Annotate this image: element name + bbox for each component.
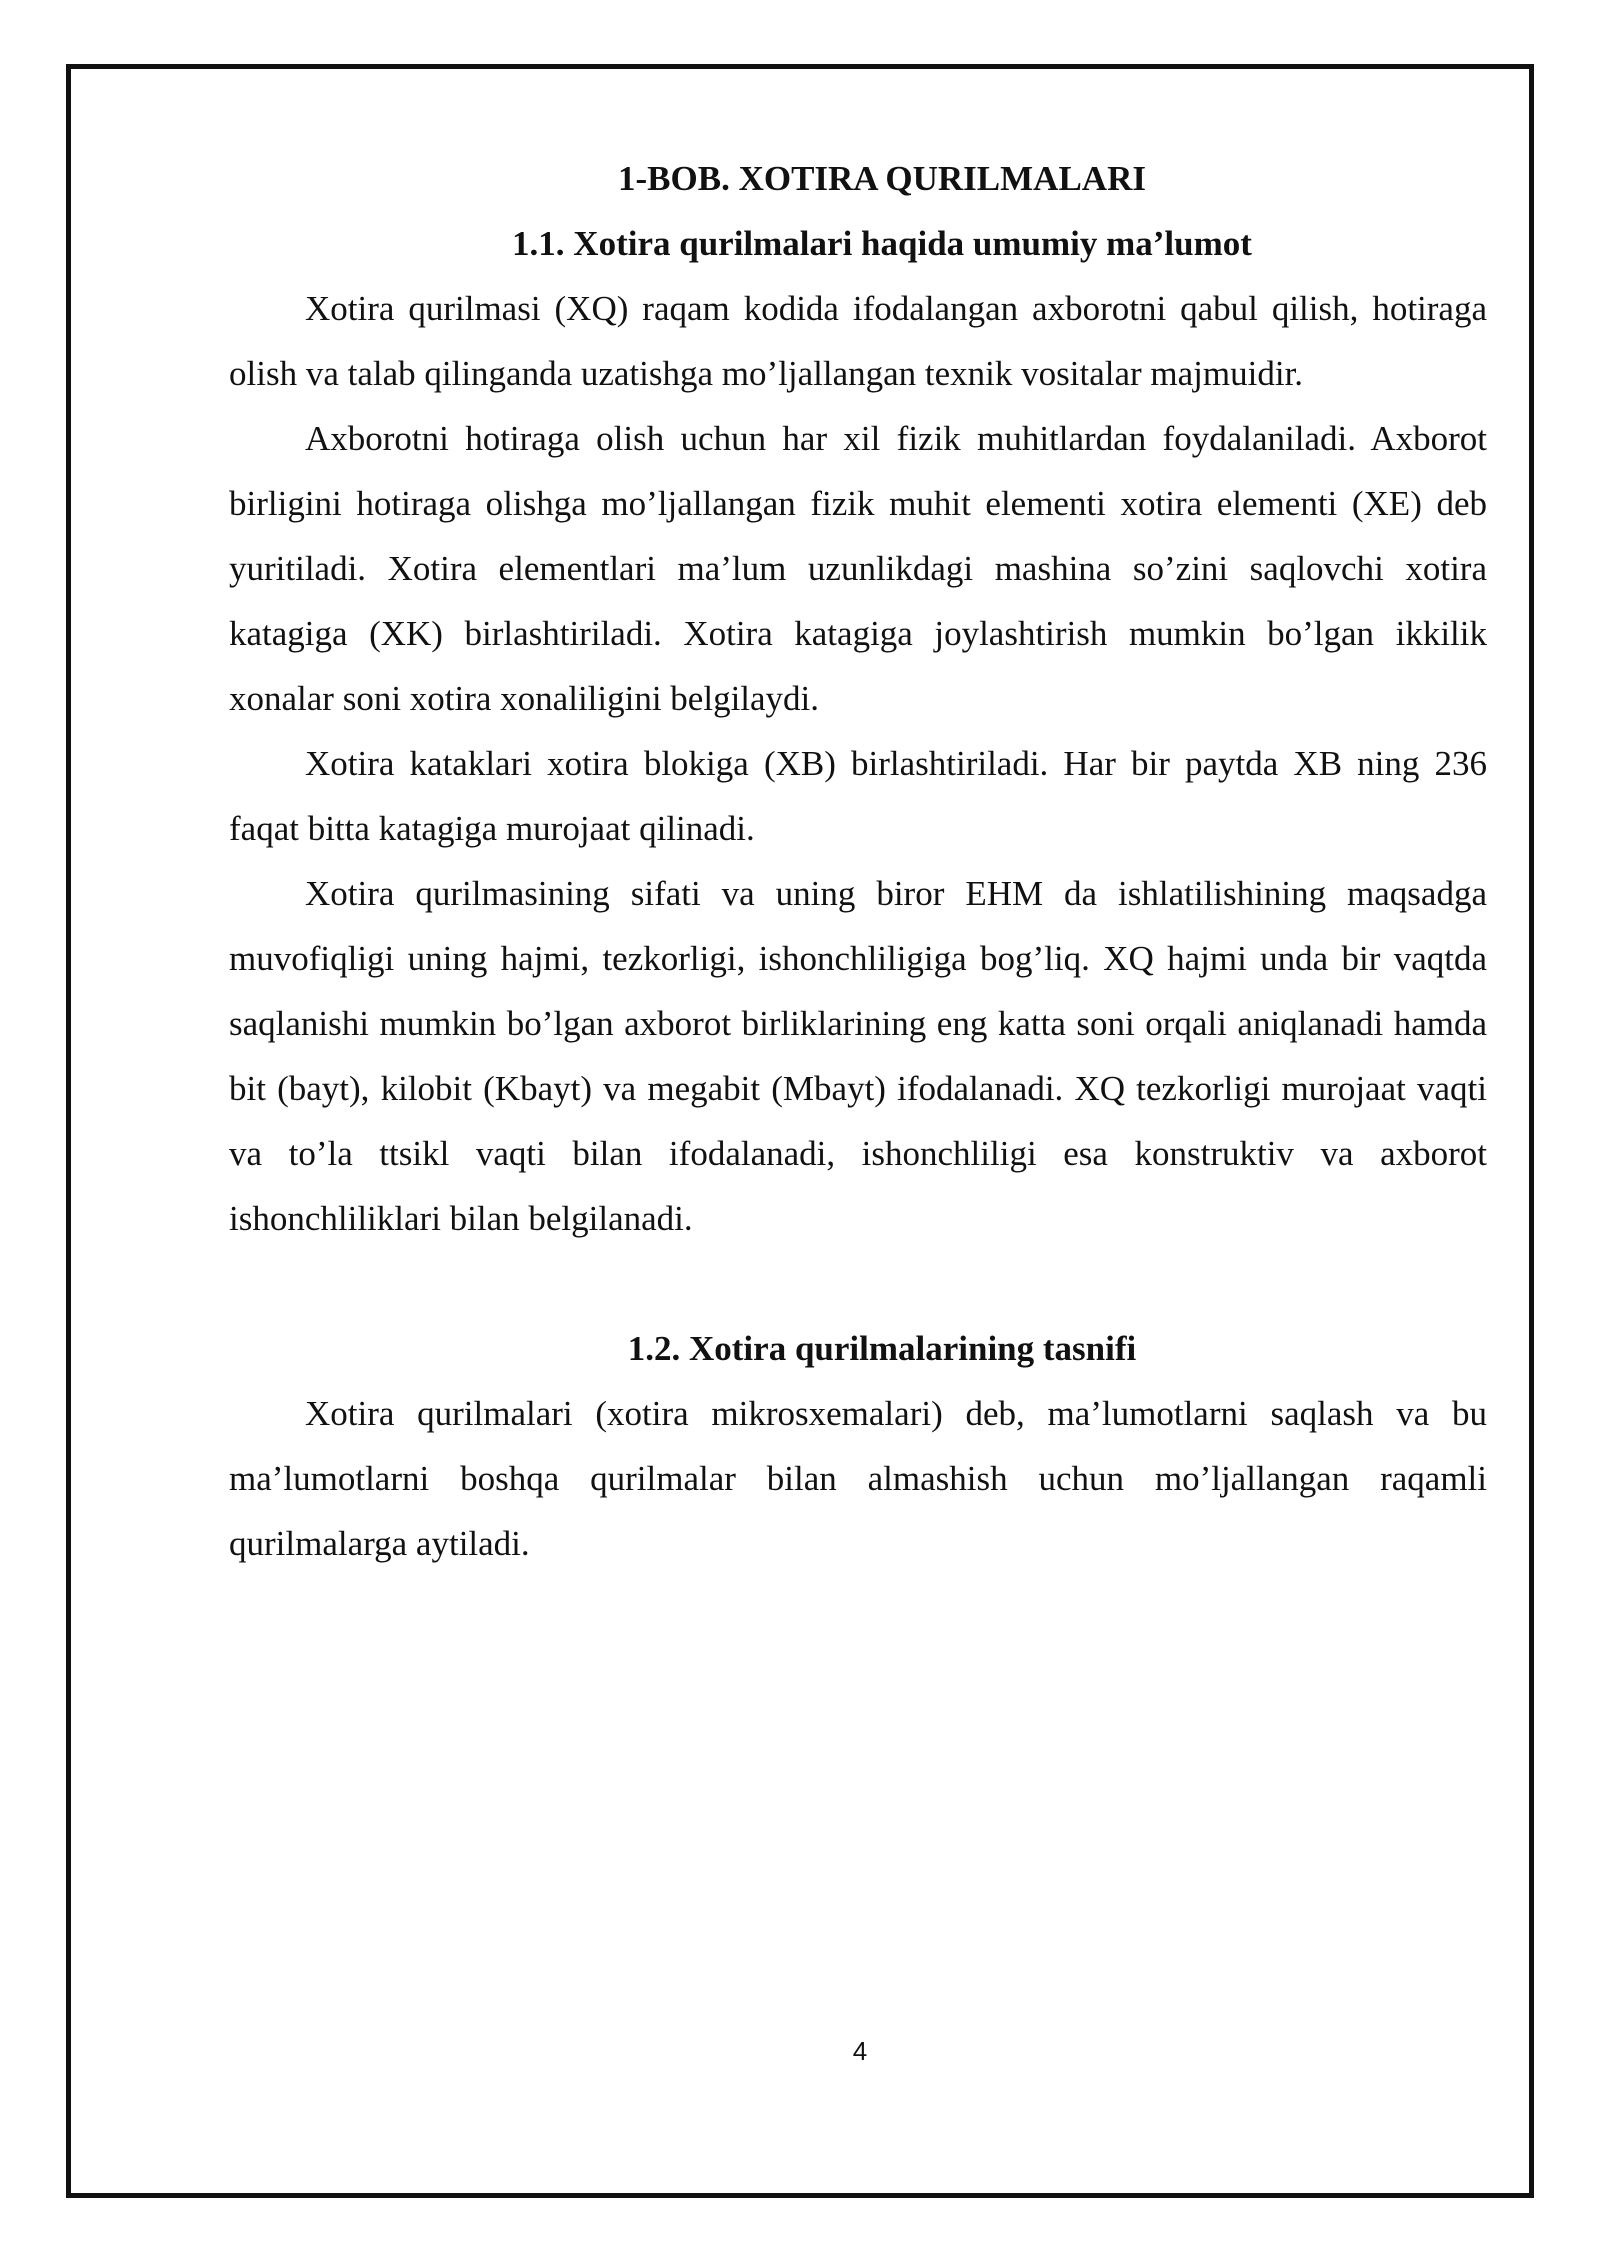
paragraph: Xotira kataklari xotira blokiga (XB) birlashtiriladi. Har bir paytda XB ning 236 faqat bitta katagiga murojaat qilinadi. bbox=[229, 744, 1487, 848]
chapter-title: 1-BOB. XOTIRA QURILMALARI bbox=[618, 159, 1146, 198]
paragraph: Xotira qurilmasi (XQ) raqam kodida ifodalangan axborotni qabul qilish, hotiraga olish va talab qilinganda uzatishga mo’ljallangan texnik vositalar majmuidir. bbox=[229, 289, 1487, 393]
paragraph: Axborotni hotiraga olish uchun har xil fizik muhitlardan foydalaniladi. Axborot birligini hotiraga olishga mo’ljallangan fizik muhit elementi xotira elementi (XE) deb yuritiladi. Xotira elementlari ma’lum uzunlikdagi mashina so’zini saqlovchi xotira katagiga (XK) birlashtiriladi. Xotira katagiga joylashtirish mumkin bo’lgan ikkilik xonalar soni xotira xonaliligini belgilaydi. bbox=[229, 419, 1487, 718]
section-title-1-2: 1.2. Xotira qurilmalarining tasnifi bbox=[627, 1329, 1137, 1368]
page-number: 4 bbox=[852, 2036, 868, 2066]
document-body bbox=[229, 146, 1487, 1576]
paragraph: Xotira qurilmasining sifati va uning biror EHM da ishlatilishining maqsadga muvofiqligi uning hajmi, tezkorligi, ishonchliligiga bog’liq. XQ hajmi unda bir vaqtda saqlanishi mumkin bo’lgan axborot birliklarining eng katta soni orqali aniqlanadi hamda bit (bayt), kilobit (Kbayt) va megabit (Mbayt) ifodalanadi. XQ tezkorligi murojaat vaqti va to’la ttsikl vaqti bilan ifodalanadi, ishonchliligi esa konstruktiv va axborot ishonchliliklari bilan belgilanadi. bbox=[229, 874, 1487, 1238]
paragraph: Xotira qurilmalari (xotira mikrosxemalari) deb, ma’lumotlarni saqlash va bu ma’lumotlarni boshqa qurilmalar bilan almashish uchun mo’ljallangan raqamli qurilmalarga aytiladi. bbox=[229, 1394, 1487, 1563]
section-title-1-1: 1.1. Xotira qurilmalari haqida umumiy ma’lumot bbox=[512, 224, 1252, 263]
